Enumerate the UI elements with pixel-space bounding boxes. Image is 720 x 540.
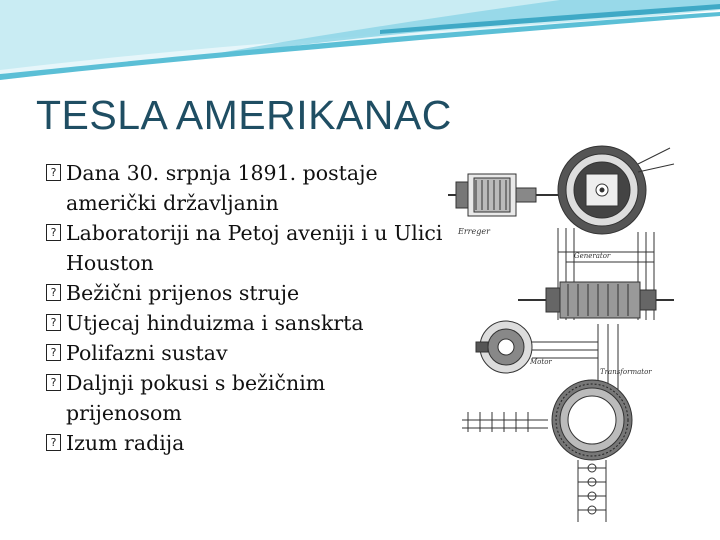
bullet-list <box>46 158 446 458</box>
missing-glyph-icon: ? <box>46 284 61 301</box>
missing-glyph-icon: ? <box>46 314 61 331</box>
svg-text:Erreger: Erreger <box>458 227 490 236</box>
exciter-machine-drawing <box>448 174 566 236</box>
bullet-item: ? Polifazni sustav <box>46 338 446 368</box>
slide-title: TESLA AMERIKANAC <box>36 92 452 138</box>
missing-glyph-icon: ? <box>46 224 61 241</box>
bullet-item: ? Daljnji pokusi s bežičnim prijenosom <box>46 368 446 428</box>
missing-glyph-icon: ? <box>46 434 61 451</box>
middle-generator-drawing <box>518 282 674 318</box>
bullet-item: ? Utjecaj hinduizma i sanskrta <box>46 308 446 338</box>
svg-text:Generator: Generator <box>574 252 611 260</box>
bullet-item: ? Izum radija <box>46 428 446 458</box>
bullet-item: ? Dana 30. srpnja 1891. postaje američki državljanin <box>46 158 446 218</box>
polyphase-system-illustration <box>448 142 676 527</box>
ring-transformer-drawing <box>552 380 632 460</box>
header-wave-decoration <box>0 0 720 90</box>
missing-glyph-icon: ? <box>46 164 61 181</box>
svg-text:Transformator: Transformator <box>600 368 652 376</box>
bullet-item: ? Bežični prijenos struje <box>46 278 446 308</box>
motor-drawing <box>476 321 598 373</box>
bullet-item: ? Laboratoriji na Petoj aveniji i u Ulici Houston <box>46 218 446 278</box>
generator-ring-drawing <box>558 146 674 234</box>
missing-glyph-icon: ? <box>46 374 61 391</box>
svg-text:Motor: Motor <box>530 358 552 366</box>
missing-glyph-icon: ? <box>46 344 61 361</box>
